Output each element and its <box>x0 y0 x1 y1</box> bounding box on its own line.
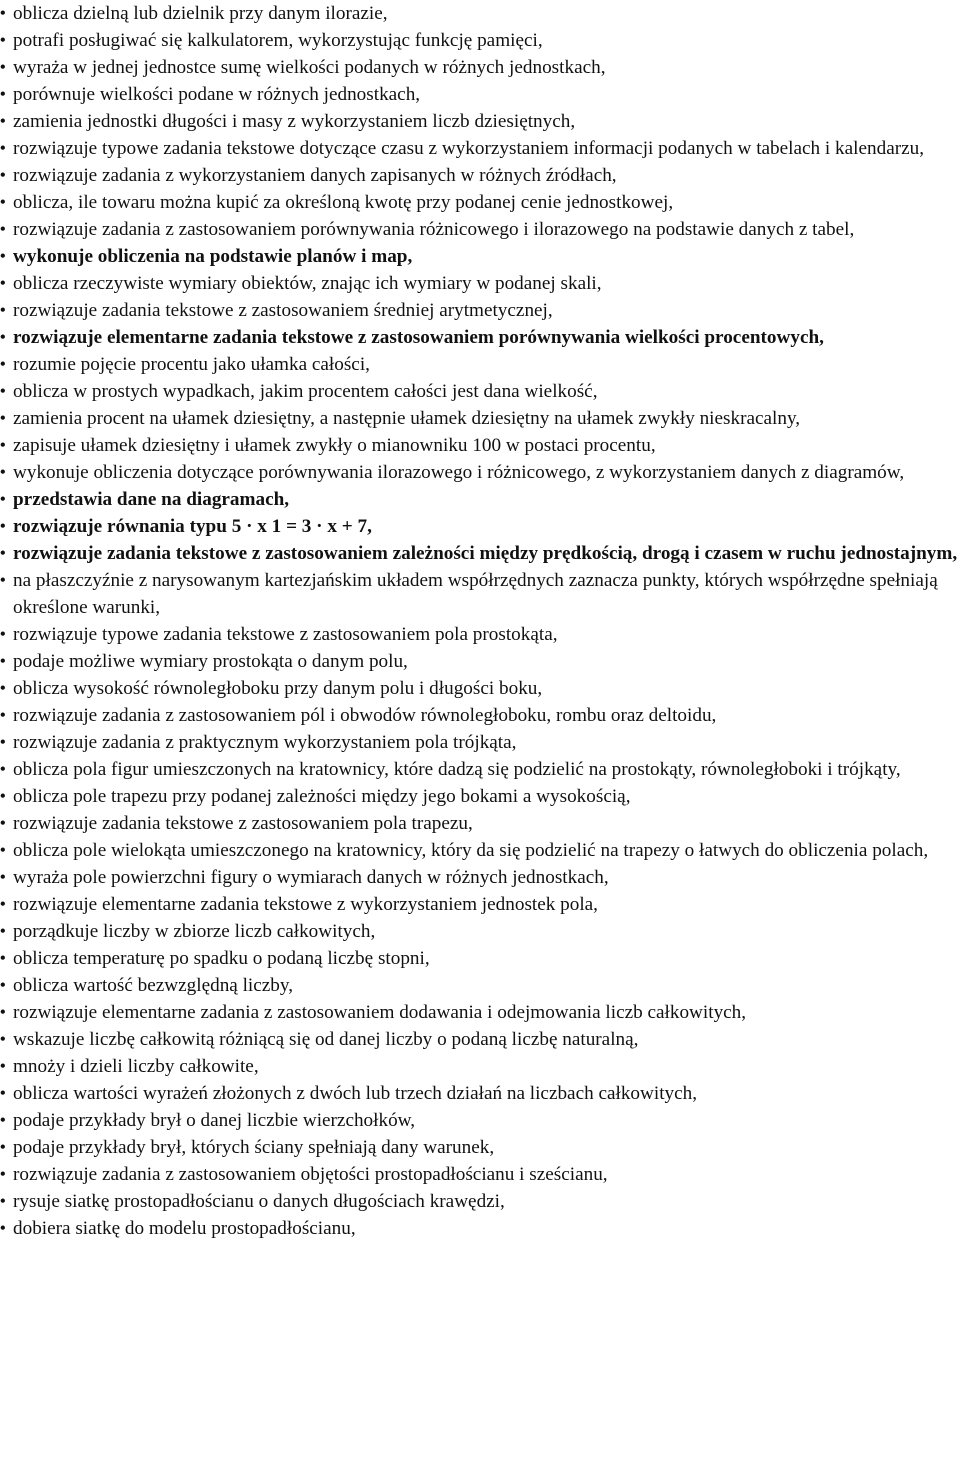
list-item-text: oblicza temperaturę po spadku o podaną liczbę stopni, <box>13 948 430 969</box>
list-item-text: wykonuje obliczenia na podstawie planów i map, <box>13 246 413 267</box>
bullet-icon: • <box>0 113 6 130</box>
bullet-icon: • <box>0 788 6 805</box>
bullet-icon: • <box>0 842 6 859</box>
list-item <box>0 540 958 567</box>
list-item-text: wskazuje liczbę całkowitą różniącą się od danej liczby o podaną liczbę naturalną, <box>13 1029 639 1050</box>
bullet-icon: • <box>0 518 6 535</box>
bullet-icon: • <box>0 572 6 589</box>
list-item-text: oblicza w prostych wypadkach, jakim procentem całości jest dana wielkość, <box>13 381 598 402</box>
bullet-icon: • <box>0 1085 6 1102</box>
bullet-icon: • <box>0 302 6 319</box>
list-item-text: rozumie pojęcie procentu jako ułamka całości, <box>13 354 370 375</box>
list-item <box>0 783 958 810</box>
list-item-text: rozwiązuje elementarne zadania tekstowe z wykorzystaniem jednostek pola, <box>13 894 598 915</box>
list-item-text: rozwiązuje zadania tekstowe z zastosowaniem zależności między prędkością, drogą i czasem w ruchu jednostajnym, <box>13 543 958 564</box>
bullet-icon: • <box>0 761 6 778</box>
list-item-text: wyraża w jednej jednostce sumę wielkości podanych w różnych jednostkach, <box>13 57 606 78</box>
list-item-text: rozwiązuje zadania z zastosowaniem porównywania różnicowego i ilorazowego na podstawie danych z tabel, <box>13 219 855 240</box>
list-item-text: oblicza wartości wyrażeń złożonych z dwóch lub trzech działań na liczbach całkowitych, <box>13 1083 698 1104</box>
bullet-icon: • <box>0 140 6 157</box>
bullet-icon: • <box>0 356 6 373</box>
list-item-text: rozwiązuje zadania z zastosowaniem objętości prostopadłościanu i sześcianu, <box>13 1164 608 1185</box>
bullet-icon: • <box>0 545 6 562</box>
list-item <box>0 1188 958 1215</box>
list-item <box>0 1026 958 1053</box>
list-item <box>0 702 958 729</box>
list-item-text: zamienia procent na ułamek dziesiętny, a następnie ułamek dziesiętny na ułamek zwykły nieskracalny, <box>13 408 801 429</box>
bullet-icon: • <box>0 1058 6 1075</box>
bullet-icon: • <box>0 491 6 508</box>
list-item <box>0 1053 958 1080</box>
bullet-icon: • <box>0 410 6 427</box>
list-item <box>0 972 958 999</box>
list-item-text: przedstawia dane na diagramach, <box>13 489 290 510</box>
list-item-text: oblicza pole wielokąta umieszczonego na kratownicy, który da się podzielić na trapezy o łatwych do obliczenia polach, <box>13 840 929 861</box>
bullet-icon: • <box>0 86 6 103</box>
list-item <box>0 81 958 108</box>
bullet-icon: • <box>0 1220 6 1237</box>
list-item-text: wykonuje obliczenia dotyczące porównywania ilorazowego i różnicowego, z wykorzystaniem danych z diagramów, <box>13 462 905 483</box>
list-item <box>0 648 958 675</box>
list-item <box>0 135 958 162</box>
list-item-text: rozwiązuje typowe zadania tekstowe dotyczące czasu z wykorzystaniem informacji podanych w tabelach i kalendarzu, <box>13 138 925 159</box>
list-item-text: oblicza pole trapezu przy podanej zależności między jego bokami a wysokością, <box>13 786 631 807</box>
list-item <box>0 270 958 297</box>
list-item-text: oblicza wysokość równoległoboku przy danym polu i długości boku, <box>13 678 543 699</box>
list-item <box>0 918 958 945</box>
list-item <box>0 810 958 837</box>
bullet-icon: • <box>0 194 6 211</box>
list-item-text: wyraża pole powierzchni figury o wymiarach danych w różnych jednostkach, <box>13 867 609 888</box>
list-item <box>0 459 958 486</box>
list-item <box>0 621 958 648</box>
bullet-icon: • <box>0 329 6 346</box>
bullet-icon: • <box>0 923 6 940</box>
list-item <box>0 864 958 891</box>
list-item <box>0 756 958 783</box>
list-item <box>0 945 958 972</box>
list-item-text: rysuje siatkę prostopadłościanu o danych długościach krawędzi, <box>13 1191 505 1212</box>
bullet-icon: • <box>0 707 6 724</box>
bullet-icon: • <box>0 1193 6 1210</box>
list-item-text: rozwiązuje zadania tekstowe z zastosowaniem pola trapezu, <box>13 813 473 834</box>
bullet-icon: • <box>0 815 6 832</box>
list-item <box>0 1080 958 1107</box>
list-item <box>0 729 958 756</box>
bullet-icon: • <box>0 1139 6 1156</box>
bullet-icon: • <box>0 167 6 184</box>
list-item <box>0 243 958 270</box>
bullet-icon: • <box>0 1031 6 1048</box>
list-item <box>0 513 958 540</box>
list-item-text: rozwiązuje typowe zadania tekstowe z zastosowaniem pola prostokąta, <box>13 624 558 645</box>
bullet-icon: • <box>0 5 6 22</box>
list-item-text: rozwiązuje zadania z zastosowaniem pól i obwodów równoległoboku, rombu oraz deltoidu, <box>13 705 717 726</box>
list-item-text: porządkuje liczby w zbiorze liczb całkowitych, <box>13 921 376 942</box>
list-item <box>0 675 958 702</box>
bullet-icon: • <box>0 248 6 265</box>
list-item-text: rozwiązuje zadania z praktycznym wykorzystaniem pola trójkąta, <box>13 732 517 753</box>
list-item <box>0 837 958 864</box>
list-item <box>0 891 958 918</box>
list-item <box>0 324 958 351</box>
list-item-text: oblicza pola figur umieszczonych na kratownicy, które dadzą się podzielić na prostokąty, równoległoboki i trójkąty, <box>13 759 901 780</box>
bullet-icon: • <box>0 464 6 481</box>
list-item <box>0 297 958 324</box>
list-item-text: oblicza, ile towaru można kupić za określoną kwotę przy podanej cenie jednostkowej, <box>13 192 674 213</box>
bullet-icon: • <box>0 32 6 49</box>
bullet-icon: • <box>0 950 6 967</box>
list-item-text: oblicza rzeczywiste wymiary obiektów, znając ich wymiary w podanej skali, <box>13 273 602 294</box>
list-item-text: rozwiązuje zadania tekstowe z zastosowaniem średniej arytmetycznej, <box>13 300 553 321</box>
list-item <box>0 54 958 81</box>
list-item-text: podaje przykłady brył, których ściany spełniają dany warunek, <box>13 1137 495 1158</box>
list-item <box>0 189 958 216</box>
list-item <box>0 378 958 405</box>
list-item-text: oblicza dzielną lub dzielnik przy danym ilorazie, <box>13 3 388 24</box>
bullet-icon: • <box>0 383 6 400</box>
bullet-icon: • <box>0 869 6 886</box>
list-item-text: zamienia jednostki długości i masy z wykorzystaniem liczb dziesiętnych, <box>13 111 576 132</box>
list-item <box>0 216 958 243</box>
list-item-text: rozwiązuje równania typu 5 · x 1 = 3 · x + 7, <box>13 516 372 537</box>
list-item-text: rozwiązuje elementarne zadania tekstowe z zastosowaniem porównywania wielkości procentowych, <box>13 327 824 348</box>
list-item <box>0 351 958 378</box>
bullet-icon: • <box>0 680 6 697</box>
list-item-text: potrafi posługiwać się kalkulatorem, wykorzystując funkcję pamięci, <box>13 30 543 51</box>
bullet-icon: • <box>0 734 6 751</box>
list-item-text: oblicza wartość bezwzględną liczby, <box>13 975 294 996</box>
list-item <box>0 567 958 621</box>
list-item-text: mnoży i dzieli liczby całkowite, <box>13 1056 259 1077</box>
list-item <box>0 999 958 1026</box>
bullet-icon: • <box>0 1112 6 1129</box>
list-item <box>0 162 958 189</box>
bullet-icon: • <box>0 1004 6 1021</box>
list-item <box>0 1215 958 1242</box>
bullet-icon: • <box>0 59 6 76</box>
list-item <box>0 486 958 513</box>
list-item <box>0 0 958 27</box>
list-item-text: podaje przykłady brył o danej liczbie wierzchołków, <box>13 1110 416 1131</box>
bullet-icon: • <box>0 437 6 454</box>
list-item <box>0 405 958 432</box>
bullet-icon: • <box>0 653 6 670</box>
bullet-icon: • <box>0 896 6 913</box>
bullet-icon: • <box>0 977 6 994</box>
list-item-text: rozwiązuje zadania z wykorzystaniem danych zapisanych w różnych źródłach, <box>13 165 617 186</box>
list-item-text: rozwiązuje elementarne zadania z zastosowaniem dodawania i odejmowania liczb całkowitych, <box>13 1002 747 1023</box>
list-item <box>0 1161 958 1188</box>
bullet-icon: • <box>0 275 6 292</box>
list-item <box>0 432 958 459</box>
bullet-icon: • <box>0 221 6 238</box>
bullet-icon: • <box>0 626 6 643</box>
list-item-text: podaje możliwe wymiary prostokąta o danym polu, <box>13 651 408 672</box>
list-item <box>0 108 958 135</box>
list-item-text: porównuje wielkości podane w różnych jednostkach, <box>13 84 421 105</box>
list-item-text: zapisuje ułamek dziesiętny i ułamek zwykły o mianowniku 100 w postaci procentu, <box>13 435 656 456</box>
bullet-icon: • <box>0 1166 6 1183</box>
list-item <box>0 27 958 54</box>
list-item-text: na płaszczyźnie z narysowanym kartezjańskim układem współrzędnych zaznacza punkty, których współrzędne spełniają określone warunki, <box>13 570 938 618</box>
list-item <box>0 1134 958 1161</box>
list-item-text: dobiera siatkę do modelu prostopadłościanu, <box>13 1218 356 1239</box>
list-item <box>0 1107 958 1134</box>
